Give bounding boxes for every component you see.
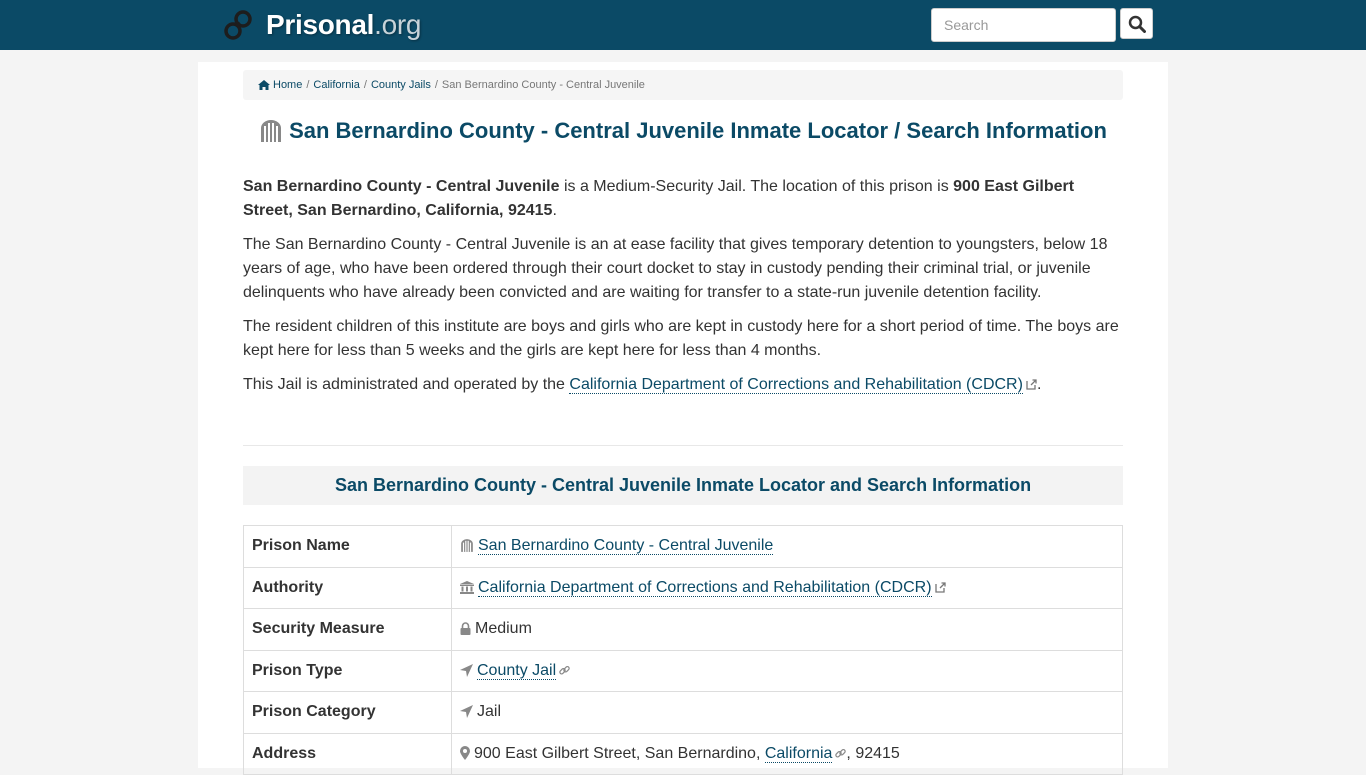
breadcrumb-category[interactable]: County Jails <box>370 79 431 91</box>
lock-icon <box>460 622 471 635</box>
main-container <box>198 62 1168 768</box>
search-input[interactable] <box>931 8 1116 42</box>
authority-label: Authority <box>244 567 452 609</box>
prison-info-table <box>243 525 1123 775</box>
external-link-icon <box>1026 379 1037 390</box>
prison-name-link[interactable]: San Bernardino County - Central Juvenile <box>478 537 774 555</box>
brand-name: Prisonal.org <box>266 9 422 40</box>
type-label: Prison Type <box>244 650 452 692</box>
address-cell <box>452 733 1123 775</box>
location-arrow-icon <box>460 664 473 677</box>
facility-name: San Bernardino County - Central Juvenile <box>243 178 560 195</box>
prison-name-cell <box>452 526 1123 568</box>
location-arrow-icon <box>460 705 473 718</box>
institution-icon <box>460 581 474 594</box>
prison-name-label: Prison Name <box>244 526 452 568</box>
cdcr-link[interactable]: California Department of Corrections and Rehabilitation (CDCR) <box>569 376 1023 393</box>
authority-link[interactable]: California Department of Corrections and Rehabilitation (CDCR) <box>478 578 932 596</box>
type-cell <box>452 650 1123 692</box>
address-label: Address <box>244 733 452 775</box>
prison-building-icon <box>259 120 283 142</box>
intro-paragraph <box>243 175 1123 223</box>
authority-cell <box>452 567 1123 609</box>
brand-tld: .org <box>374 9 422 40</box>
handcuffs-icon <box>222 9 254 41</box>
category-value: Jail <box>477 703 502 721</box>
top-navbar <box>0 0 1366 50</box>
residents-paragraph: The resident children of this institute are boys and girls who are kept in custody here for a short period of time. The boys are kept here for less than 5 weeks and the girls are kept here for less than 4 months. <box>243 318 1119 359</box>
intro-text: is a Medium-Security Jail. The location of this prison is <box>559 178 954 195</box>
table-row <box>244 692 1123 734</box>
table-row <box>244 650 1123 692</box>
search-icon <box>1128 15 1146 33</box>
home-icon <box>258 80 270 90</box>
address-street: 900 East Gilbert Street, San Bernardino, <box>474 744 765 762</box>
address-state-link[interactable]: California <box>764 744 833 762</box>
security-value: Medium <box>475 620 532 638</box>
external-link-icon <box>935 582 946 593</box>
category-label: Prison Category <box>244 692 452 734</box>
prison-type-link[interactable]: County Jail <box>477 661 557 679</box>
breadcrumb-home[interactable]: Home <box>273 79 303 91</box>
brand-logo-link[interactable] <box>222 6 421 44</box>
authority-text: This Jail is administrated and operated by the <box>243 376 570 393</box>
security-cell <box>452 609 1123 651</box>
authority-paragraph <box>243 373 1123 397</box>
table-row <box>244 609 1123 651</box>
intro-end: . <box>552 202 557 219</box>
breadcrumb-separator: / <box>306 79 310 91</box>
security-label: Security Measure <box>244 609 452 651</box>
authority-end: . <box>1036 376 1042 393</box>
search-button[interactable] <box>1120 8 1153 39</box>
breadcrumb-separator: / <box>434 79 438 91</box>
description-paragraph: The San Bernardino County - Central Juvenile is an at ease facility that gives temporary detention to youngsters, below 18 years of age, who have been ordered through their court docket to stay in custody pending their criminal trial, or juvenile delinquents who have already been convicted and are waiting for transfer to a state-run juvenile detention facility. <box>243 236 1108 301</box>
description <box>243 175 1123 407</box>
divider <box>243 445 1123 446</box>
page-title-text: San Bernardino County - Central Juvenile Inmate Locator / Search Information <box>289 118 1107 143</box>
section-heading: San Bernardino County - Central Juvenile Inmate Locator and Search Information <box>243 466 1123 505</box>
map-marker-icon <box>460 746 470 760</box>
address-zip: , 92415 <box>846 744 900 762</box>
breadcrumb <box>243 70 1123 100</box>
breadcrumb-current: San Bernardino County - Central Juvenile <box>441 79 645 91</box>
link-icon <box>559 665 570 676</box>
breadcrumb-separator: / <box>363 79 367 91</box>
facility-address: 900 East Gilbert Street, San Bernardino, California, 92415 <box>243 178 1075 219</box>
table-row <box>244 567 1123 609</box>
table-row <box>244 733 1123 775</box>
prison-building-icon <box>460 539 474 552</box>
table-row <box>244 526 1123 568</box>
link-icon <box>835 748 846 759</box>
page-title <box>243 116 1123 146</box>
category-cell <box>452 692 1123 734</box>
breadcrumb-state[interactable]: California <box>313 79 360 91</box>
